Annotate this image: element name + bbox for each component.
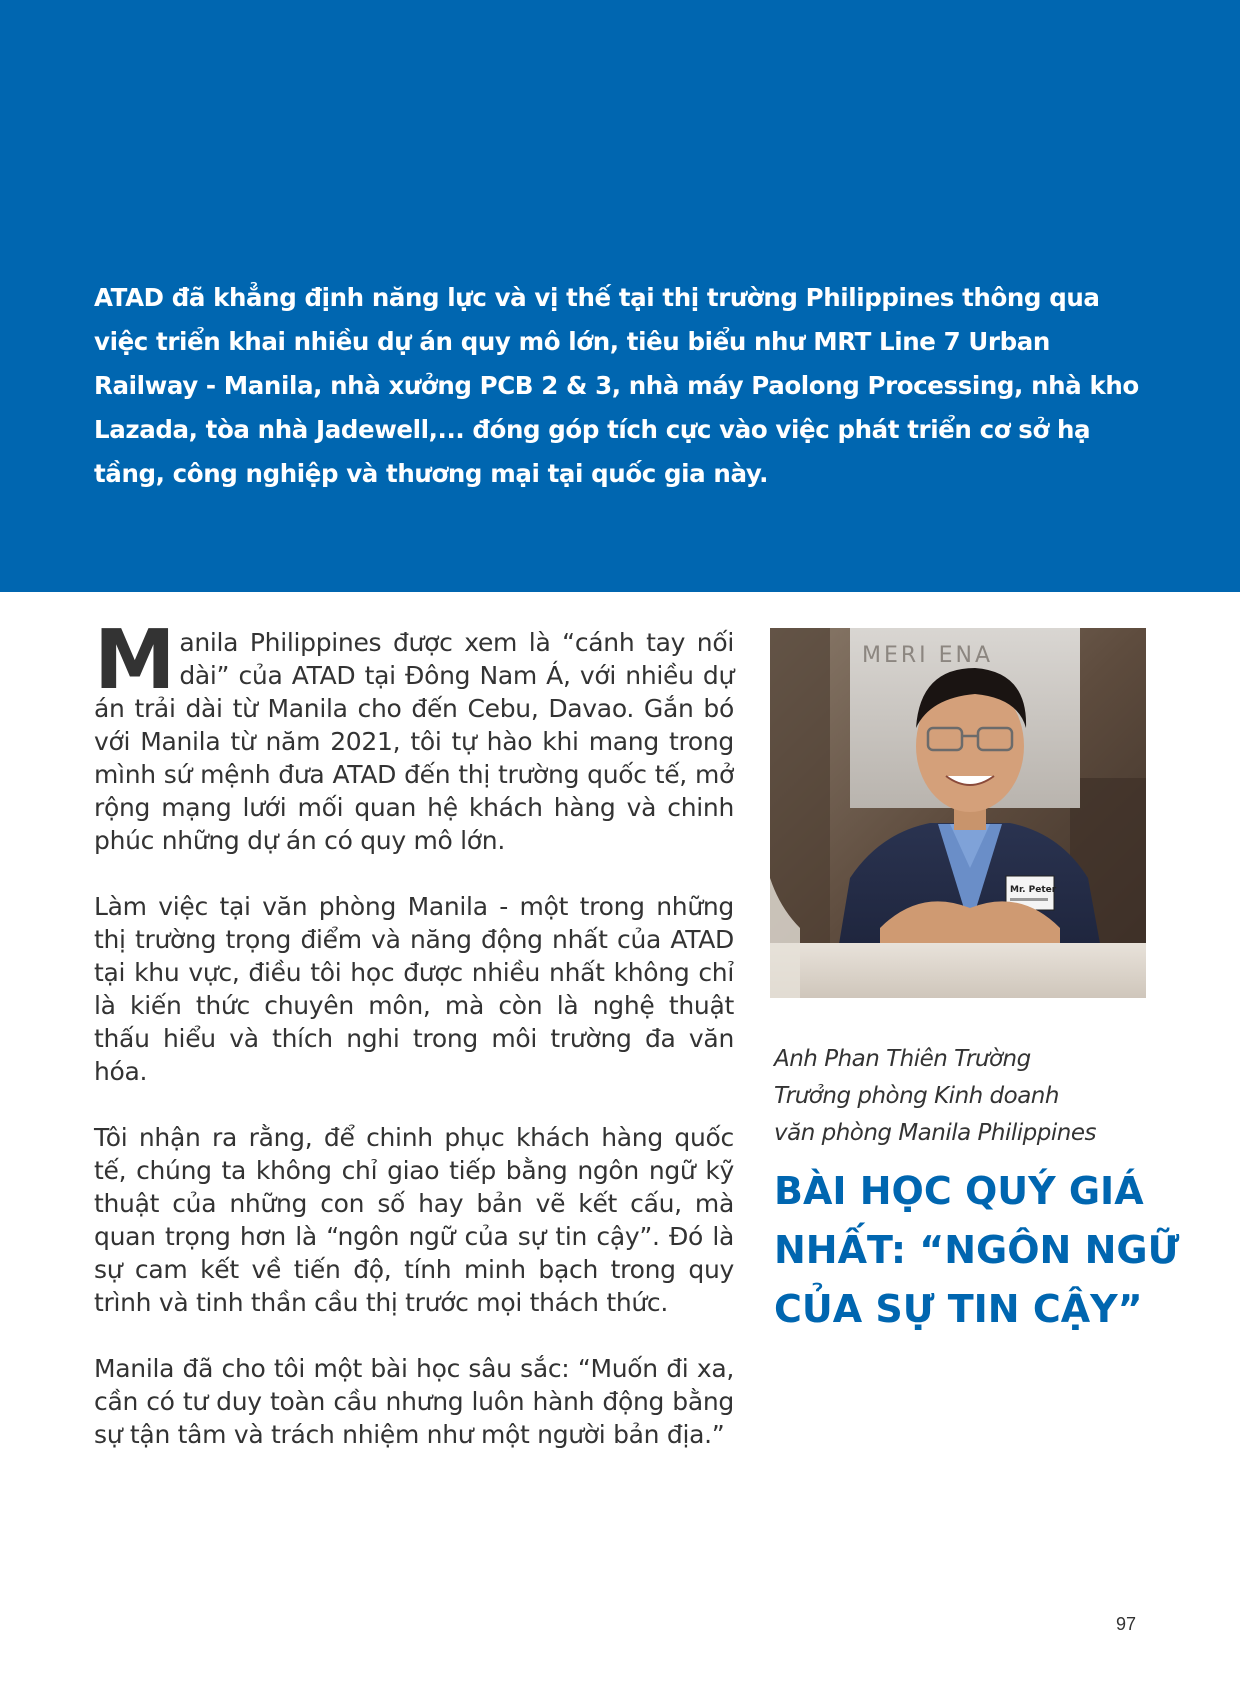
header-banner: [0, 0, 1240, 592]
body-paragraph-1-text: anila Philippines được xem là “cánh tay nối dài” của ATAD tại Đông Nam Á, với nhiều dự án trải dài từ Manila cho đến Cebu, Davao. Gắn bó với Manila từ năm 2021, tôi tự hào khi mang trong mình sứ mệnh đưa ATAD đến thị trường quốc tế, mở rộng mạng lưới mối quan hệ khách hàng và chinh phúc những dự án có quy mô lớn.: [94, 628, 734, 855]
sign-text: MERI ENA: [862, 643, 994, 668]
photo-caption: [774, 1041, 1154, 1152]
body-paragraph-3: Tôi nhận ra rằng, để chinh phục khách hàng quốc tế, chúng ta không chỉ giao tiếp bằng ngôn ngữ kỹ thuật của những con số hay bản vẽ kết cấu, mà quan trọng hơn là “ngôn ngữ của sự tin cậy”. Đó là sự cam kết về tiến độ, tính minh bạch trong quy trình và tinh thần cầu thị trước mọi thách thức.: [94, 1123, 734, 1317]
caption-role: Trưởng phòng Kinh doanh: [774, 1083, 1059, 1109]
portrait-photo: [770, 628, 1146, 998]
body-paragraph-1: [94, 613, 734, 857]
article-body: [94, 613, 734, 1484]
pull-quote-line-2: NHẤT: “NGÔN NGỮ: [774, 1228, 1180, 1272]
intro-paragraph: ATAD đã khẳng định năng lực và vị thế tại thị trường Philippines thông qua việc triển khai nhiều dự án quy mô lớn, tiêu biểu như MRT Line 7 Urban Railway - Manila, nhà xưởng PCB 2 & 3, nhà máy Paolong Processing, nhà kho Lazada, tòa nhà Jadewell,... đóng góp tích cực vào việc phát triển cơ sở hạ tầng, công nghiệp và thương mại tại quốc gia này.: [94, 283, 1139, 488]
body-paragraph-4: Manila đã cho tôi một bài học sâu sắc: “Muốn đi xa, cần có tư duy toàn cầu nhưng luôn hành động bằng sự tận tâm và trách nhiệm như một người bản địa.”: [94, 1354, 734, 1449]
caption-name: Anh Phan Thiên Trường: [774, 1046, 1031, 1072]
pull-quote-line-3: CỦA SỰ TIN CẬY”: [774, 1287, 1143, 1331]
caption-office: văn phòng Manila Philippines: [774, 1120, 1096, 1146]
pull-quote-line-1: BÀI HỌC QUÝ GIÁ: [774, 1169, 1144, 1213]
page-number: 97: [1116, 1614, 1137, 1634]
name-tag: Mr. Peter: [1010, 885, 1057, 895]
body-paragraph-2: Làm việc tại văn phòng Manila - một trong những thị trường trọng điểm và năng động nhất của ATAD tại khu vực, điều tôi học được nhiều nhất không chỉ là kiến thức chuyên môn, mà còn là nghệ thuật thấu hiểu và thích nghi trong môi trường đa văn hóa.: [94, 892, 734, 1086]
drop-cap: M: [94, 613, 176, 708]
pull-quote-heading: [774, 1162, 1180, 1339]
